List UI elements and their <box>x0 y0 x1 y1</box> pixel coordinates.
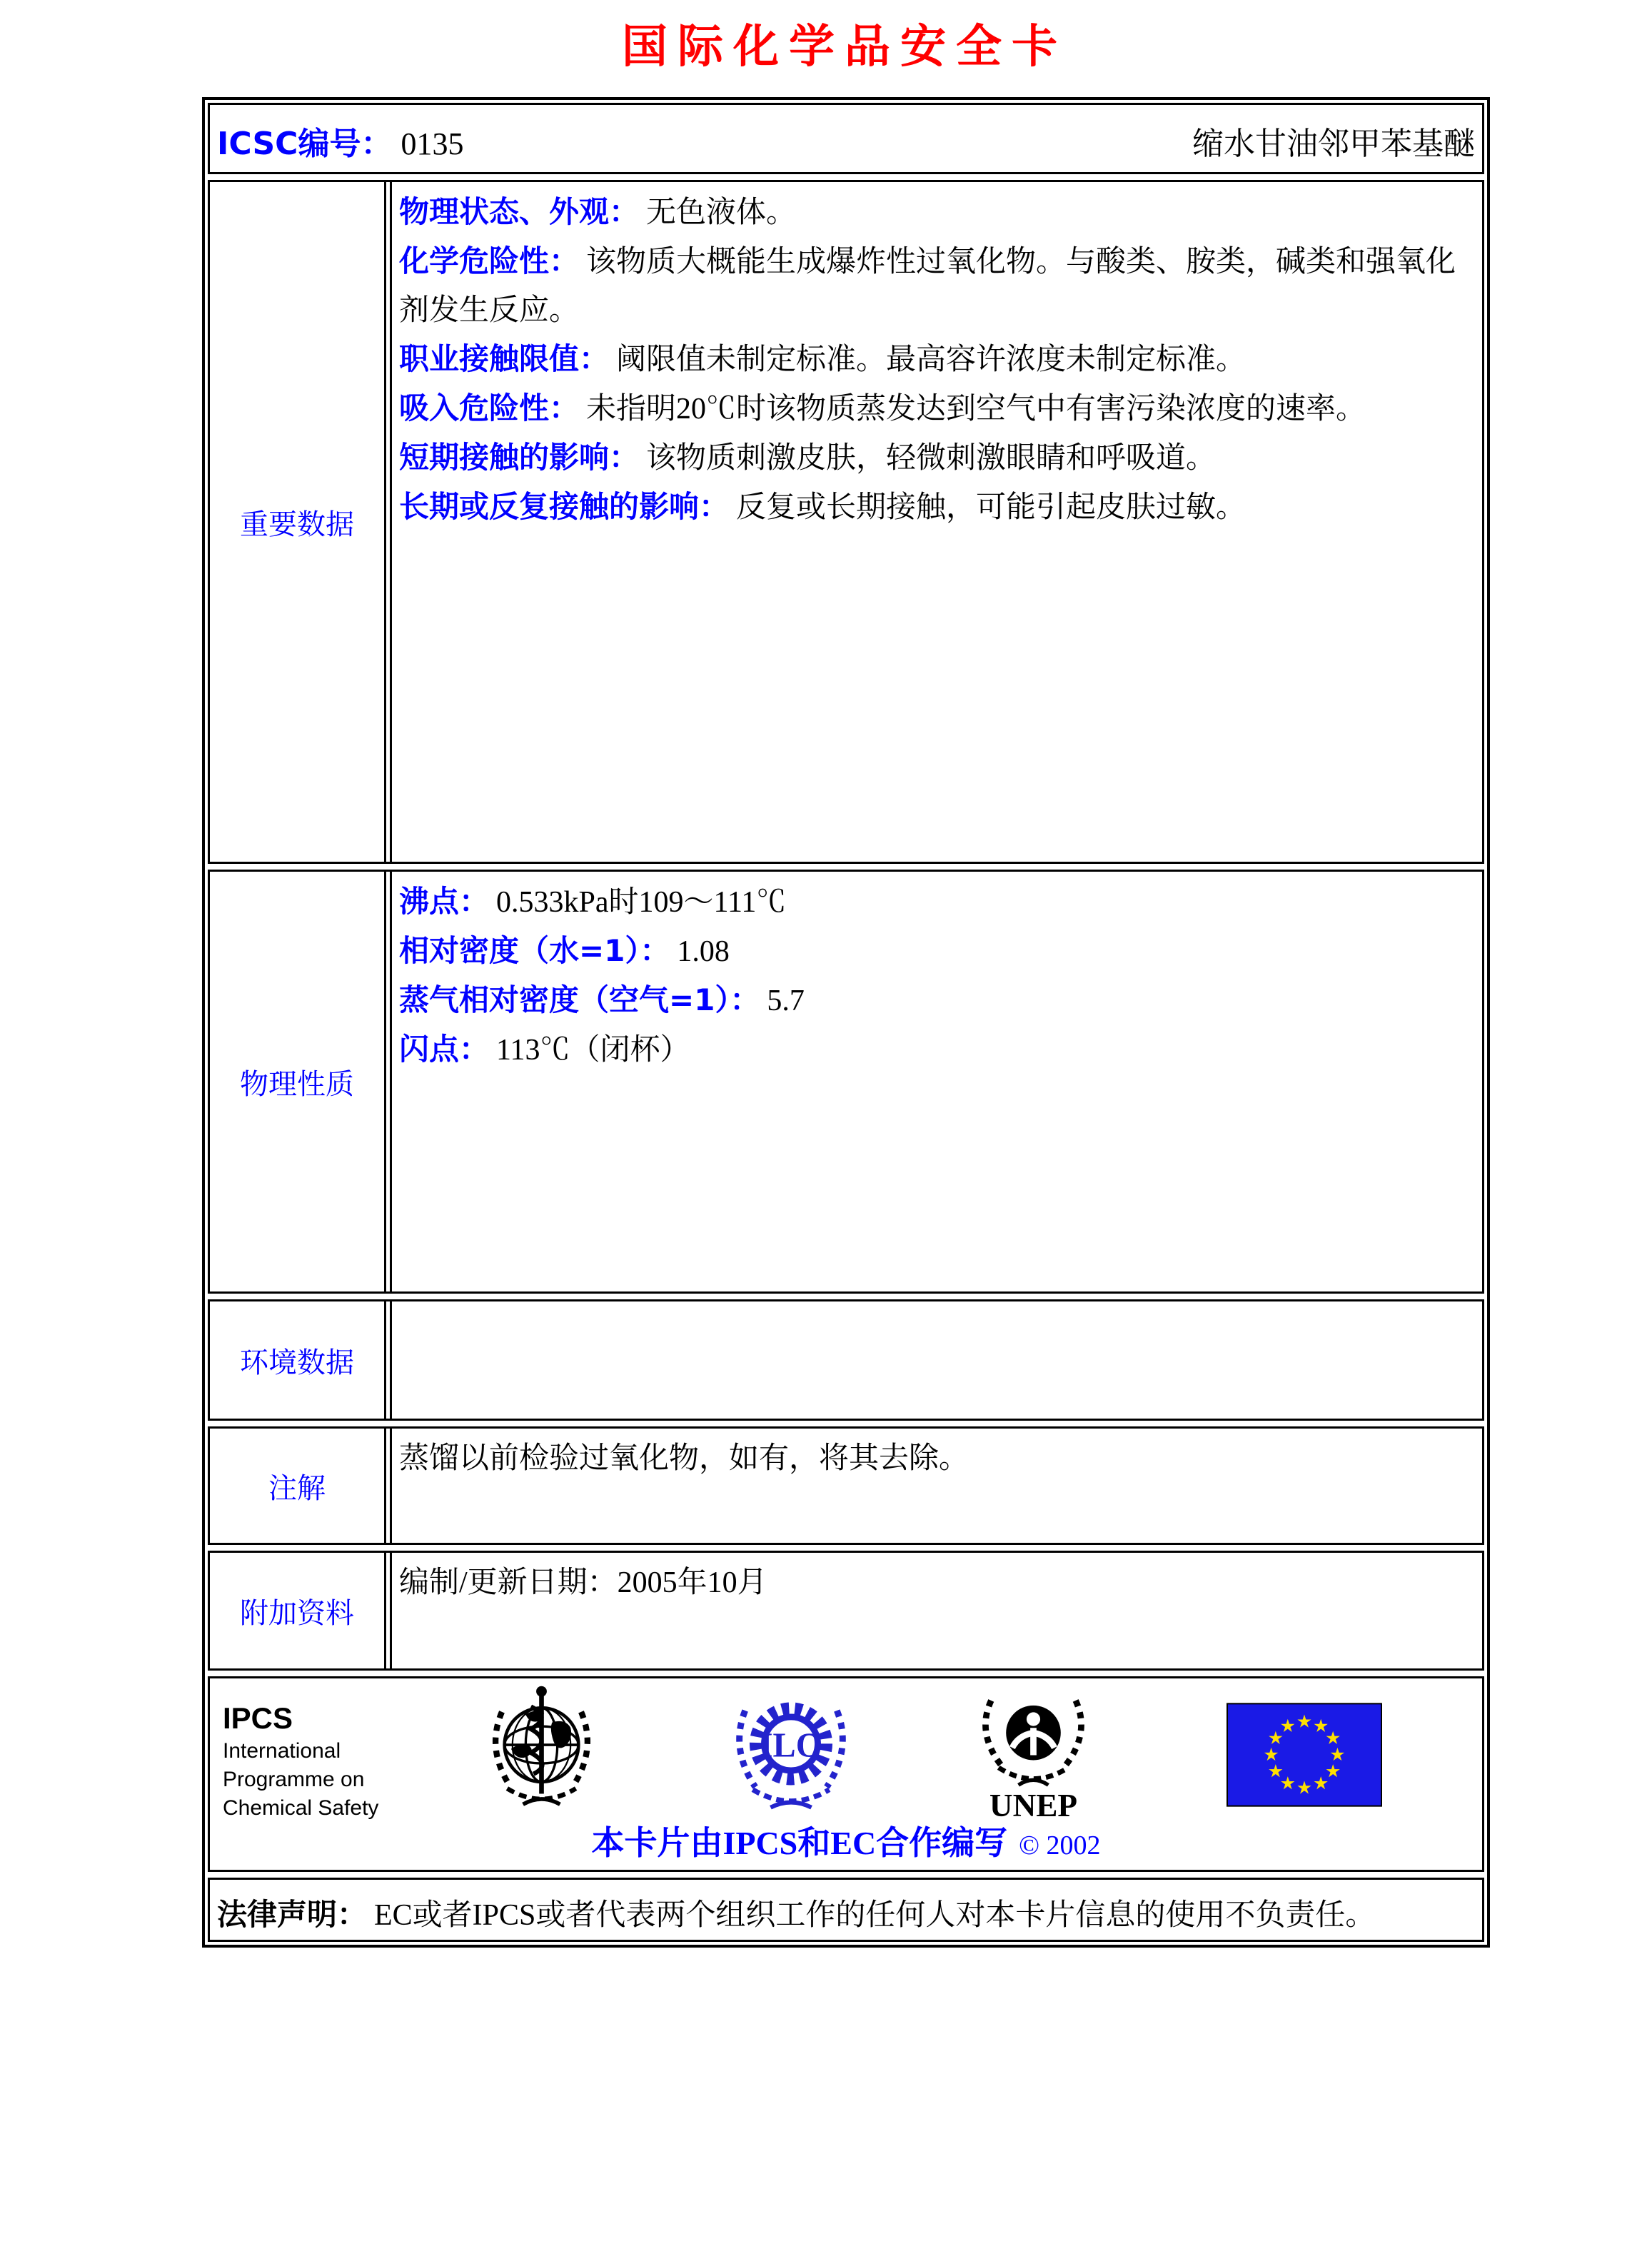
legal-label: 法律声明： <box>217 1897 368 1932</box>
section-additional-info <box>208 1551 1484 1671</box>
section-content-environmental-data <box>390 1301 1482 1419</box>
section-content-notes: 蒸馏以前检验过氧化物，如有，将其去除。 <box>390 1429 1482 1543</box>
page-title: 国际化学品安全卡 <box>622 21 1067 74</box>
section-label-environmental-data: 环境数据 <box>210 1301 386 1419</box>
section-label-notes: 注解 <box>210 1429 386 1543</box>
entry-term: 沸点： <box>399 884 490 919</box>
entry-text: 113℃（闭杯） <box>496 1034 690 1067</box>
entry-term: 职业接触限值： <box>399 341 610 376</box>
icsc-number-value: 0135 <box>401 126 464 161</box>
entry-text: 无色液体。 <box>646 196 797 229</box>
entry-short-term-effects <box>399 433 1474 483</box>
entry-text: 反复或长期接触，可能引起皮肤过敏。 <box>736 491 1246 524</box>
ipcs-line: International <box>223 1739 341 1763</box>
unep-caption: UNEP <box>989 1787 1078 1823</box>
entry-text: 1.08 <box>677 935 730 968</box>
unep-logo-icon <box>971 1686 1096 1825</box>
entry-chemical-hazard <box>399 237 1474 335</box>
section-important-data <box>208 180 1484 864</box>
entry-relative-density <box>399 927 1474 976</box>
ilo-logo-icon <box>727 1693 855 1818</box>
section-content-additional-info: 编制/更新日期：2005年10月 <box>390 1553 1482 1668</box>
ilo-letters: ILO <box>759 1726 823 1765</box>
entry-vapour-density <box>399 976 1474 1025</box>
entry-term: 短期接触的影响： <box>399 440 640 475</box>
entry-text: 5.7 <box>767 985 805 1017</box>
ipcs-line: Programme on <box>223 1768 365 1791</box>
section-label-important-data: 重要数据 <box>210 182 386 862</box>
legal-text: EC或者IPCS或者代表两个组织工作的任何人对本卡片信息的使用不负责任。 <box>374 1899 1376 1932</box>
entry-text: 该物质刺激皮肤，轻微刺激眼睛和呼吸道。 <box>646 442 1217 475</box>
entry-term: 吸入危险性： <box>399 391 580 425</box>
entry-text: 未指明20℃时该物质蒸发达到空气中有害污染浓度的速率。 <box>586 393 1366 425</box>
section-physical-properties <box>208 870 1484 1294</box>
section-label-physical-properties: 物理性质 <box>210 872 386 1291</box>
icsc-number-label: ICSC编号： <box>217 126 393 162</box>
header-row <box>208 103 1484 174</box>
credit-text: 本卡片由IPCS和EC合作编写 <box>591 1825 1008 1861</box>
entry-inhalation-risk <box>399 384 1474 433</box>
section-label-additional-info: 附加资料 <box>210 1553 386 1668</box>
entry-physical-state <box>399 188 1474 237</box>
entry-text: 阈限值未制定标准。最高容许浓度未制定标准。 <box>616 343 1246 376</box>
substance-name: 缩水甘油邻甲苯基醚 <box>1192 126 1475 161</box>
entry-term: 化学危险性： <box>399 243 580 278</box>
entry-text: 0.533kPa时109～111℃ <box>496 886 787 919</box>
section-notes <box>208 1426 1484 1545</box>
legal-row <box>208 1878 1484 1942</box>
footer-row <box>208 1676 1484 1872</box>
eu-flag-icon <box>1227 1703 1382 1807</box>
section-content-physical-properties <box>390 872 1482 1291</box>
entry-text: 该物质大概能生成爆炸性过氧化物。与酸类、胺类，碱类和强氧化剂发生反应。 <box>399 246 1456 327</box>
entry-term: 长期或反复接触的影响： <box>399 489 730 524</box>
credit-line <box>210 1817 1482 1864</box>
ipcs-acronym: IPCS <box>223 1701 293 1735</box>
section-environmental-data <box>208 1299 1484 1421</box>
credit-copyright: © 2002 <box>1019 1831 1101 1860</box>
entry-occupational-limits <box>399 335 1474 384</box>
entry-term: 物理状态、外观： <box>399 194 640 229</box>
ipcs-text-block <box>223 1700 378 1823</box>
icsc-card <box>202 97 1490 1948</box>
section-content-important-data <box>390 182 1482 862</box>
who-logo-icon <box>475 1683 608 1826</box>
entry-term: 相对密度（水=1）： <box>399 933 670 968</box>
entry-boiling-point <box>399 877 1474 927</box>
entry-term: 闪点： <box>399 1032 490 1067</box>
ipcs-line: Chemical Safety <box>223 1796 379 1820</box>
entry-long-term-effects <box>399 483 1474 532</box>
entry-flash-point <box>399 1025 1474 1074</box>
entry-term: 蒸气相对密度（空气=1）： <box>399 982 760 1017</box>
